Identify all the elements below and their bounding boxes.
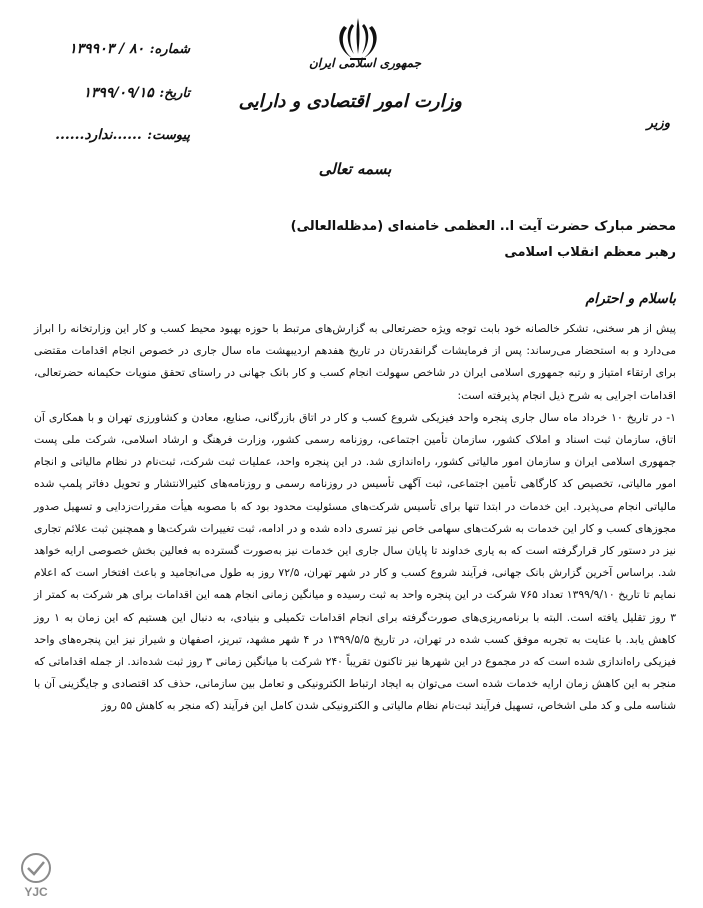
letter-date-value: ۱۳۹۹/۰۹/۱۵	[83, 85, 154, 101]
letter-attachment	[20, 124, 190, 143]
body-paragraph-1: پیش از هر سخنی، تشکر خالصانه خود بابت توجه ویژه حضرتعالی به گزارش‌های مرتبط با حوزه بهبود محیط کسب و کار این وزارتخانه را ابراز می‌دارد و به استحضار می‌رساند: پس از فرمایشات گرانقدرتان در تاریخ هفدهم اردیبهشت ماه سال جاری در خصوص انجام اقدامات مقتضی برای ارتقاء امتیاز و رتبه جمهوری اسلامی ایران در شاخص سهولت انجام کسب و کار بانک جهانی در راستای تحقق منویات حکیمانه حضرتعالی، اقدامات اجرایی به شرح ذیل انجام پذیرفته است:	[34, 322, 676, 402]
bismillah-heading: بسمه تعالی	[318, 160, 392, 178]
letter-number-label: شماره:	[149, 42, 190, 57]
country-name: جمهوری اسلامی ایران	[308, 56, 422, 70]
letter-number-value: ۸۰ / ۱۳۹۹۰۳	[69, 41, 145, 57]
yjc-watermark-logo	[8, 848, 64, 900]
letter-number	[20, 38, 190, 57]
recipient-line-2: رهبر معظم انقلاب اسلامی	[504, 245, 676, 260]
minister-label: وزیر	[646, 116, 670, 131]
ministry-name: وزارت امور اقتصادی و دارایی	[238, 91, 462, 112]
watermark-text: YJC	[24, 885, 48, 899]
letter-date-label: تاریخ:	[159, 86, 190, 101]
recipient-line-1: محضر مبارک حضرت آیت ا.. العظمی خامنه‌ای (مدظله‌العالی)	[290, 219, 676, 234]
letter-date	[20, 82, 190, 101]
letter-attachment-label: پیوست:	[147, 128, 190, 143]
letter-body	[34, 318, 676, 718]
body-paragraph-2: ۱- در تاریخ ۱۰ خرداد ماه سال جاری پنجره واحد فیزیکی شروع کسب و کار در اتاق بازرگانی، صنایع، معادن و کشاورزی تهران و با همکاری آن اتاق، سازمان ثبت اسناد و املاک کشور، سازمان تأمین اجتماعی، روزنامه رسمی کشور، وزارت فرهنگ و ارشاد اسلامی، شرکت ملی پست جمهوری اسلامی ایران و سازمان امور مالیاتی کشور، راه‌اندازی شد. در این پنجره واحد، عملیات ثبت شرکت، ثبت‌نام در نظام مالیاتی و انجام امور مالیاتی، تخصیص کد کارگاهی تأمین اجتماعی، ثبت آگهی تأسیس در روزنامه رسمی و روزنامه‌های کثیرالانتشار و تحویل دفاتر پلمپ شده مالیاتی انجام می‌پذیرد. این خدمات در ابتدا تنها برای تأسیس شرکت‌های مسئولیت محدود بود که با مصوبه هیأت مقررات‌زدایی و تسهیل صدور مجوزهای کسب و کار این خدمات به شرکت‌های سهامی خاص نیز تسری داده شده و در ادامه، ثبت تغییرات شرکت‌ها و همچنین ثبت علائم تجاری نیز در دستور کار قرارگرفته است که به یاری خداوند تا پایان سال جاری این خدمات نیز به‌صورت گسترده به فعالین بخش خصوصی ارایه خواهد شد. براساس آخرین گزارش بانک جهانی، فرآیند شروع کسب و کار در شهر تهران، ۷۲/۵ روز به طول می‌انجامید و باعث افتخار است که اعلام نمایم تا تاریخ ۱۳۹۹/۹/۱۰ تعداد ۷۶۵ شرکت در این پنجره واحد به ثبت رسیده و میانگین زمانی انجام همه این اقدامات برای هر شرکت به کمتر از ۳ روز تقلیل یافته است. البته با برنامه‌ریزی‌های صورت‌گرفته برای انجام اقدامات تکمیلی و بنیادی، به دنبال این هستیم که این زمان به ۱ روز کاهش یابد. با عنایت به تجربه موفق کسب شده در تهران، در تاریخ ۱۳۹۹/۵/۵ در ۴ شهر مشهد، تبریز، اصفهان و شیراز نیز این پنجره‌های واحد فیزیکی راه‌اندازی شده است که در مجموع در این شهرها نیز تاکنون تقریباً ۲۴۰ شرکت با میانگین زمانی ۳ روز ثبت شده‌اند. از جمله اقداماتی که منجر به این کاهش زمان ارایه خدمات شده است می‌توان به ایجاد ارتباط الکترونیکی و تعامل بین سازمانی، حذف کد اقتصادی و جایگزینی آن با شناسه ملی و کد ملی اشخاص، تسهیل فرآیند ثبت‌نام نظام مالیاتی و الکترونیکی شدن کامل این فرآیند (که منجر به کاهش ۵۵ روز	[34, 410, 677, 713]
national-emblem-icon	[330, 14, 386, 62]
salutation: باسلام و احترام	[585, 291, 676, 307]
letter-attachment-value: ......ندارد......	[55, 127, 142, 143]
